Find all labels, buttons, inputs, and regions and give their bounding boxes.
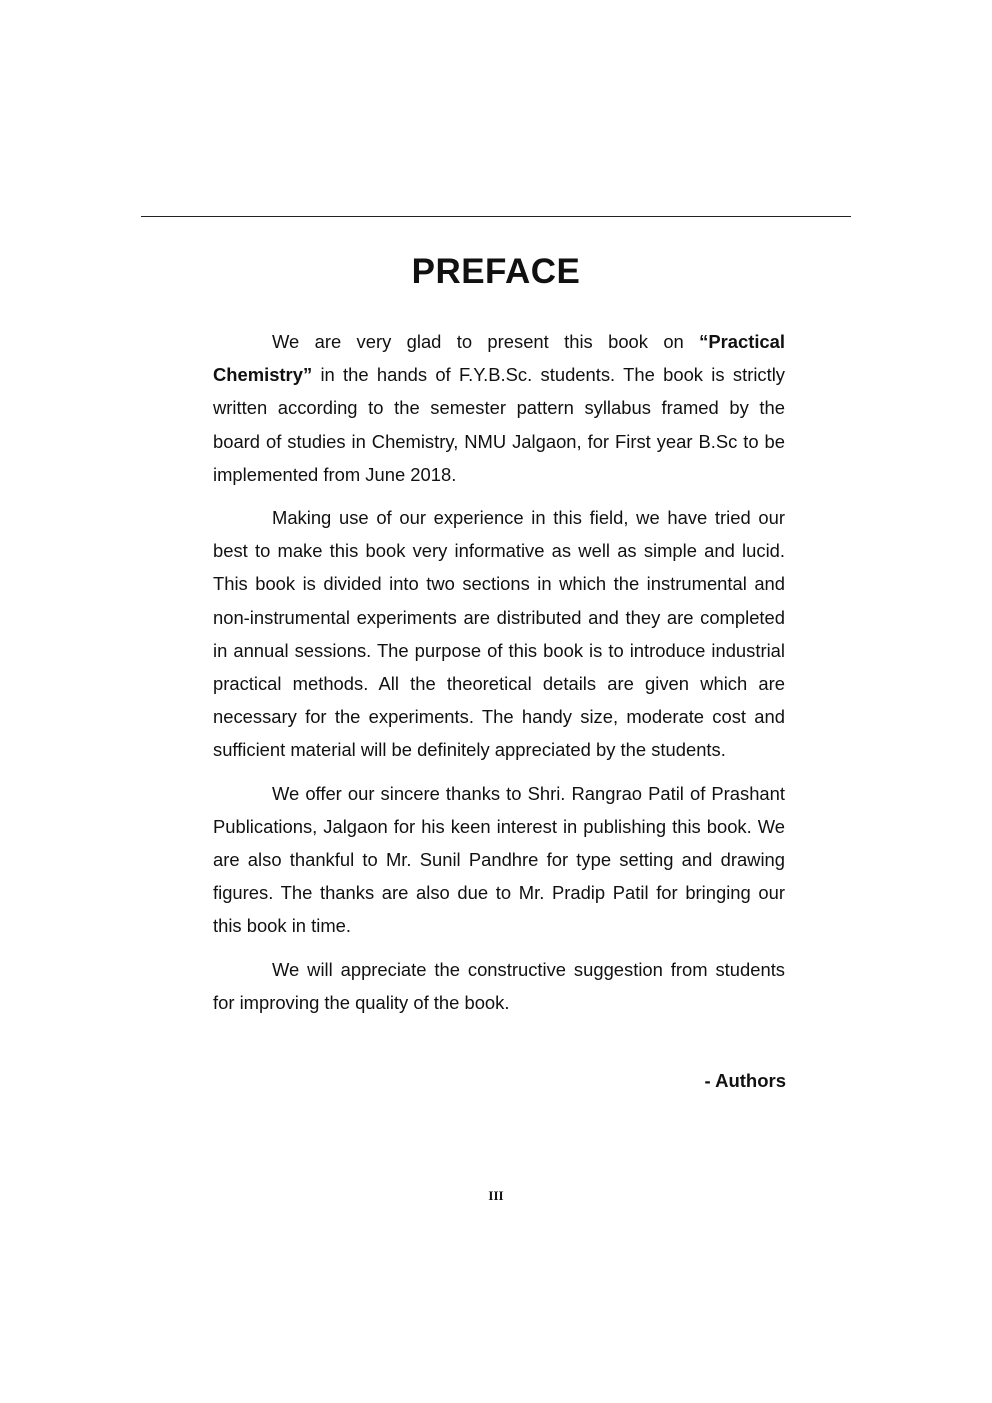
header-rule [141,216,851,217]
paragraph-intro [213,325,785,491]
paragraph-thanks: We offer our sincere thanks to Shri. Rangrao Patil of Prashant Publications, Jalgaon for his keen interest in publishing this book. We are also thankful to Mr. Sunil Pandhre for type setting and drawing figures. The thanks are also due to Mr. Pradip Patil for bringing our this book in time. [213,782,785,937]
paragraph-suggestions: We will appreciate the constructive suggestion from students for improving the quality of the book. [213,958,785,1013]
preface-body [213,325,785,1029]
page-number: III [488,1188,504,1203]
paragraph-experience: Making use of our experience in this field, we have tried our best to make this book very informative as well as simple and lucid. This book is divided into two sections in which the instrumental and non-instrumental experiments are distributed and they are completed in annual sessions. The purpose of this book is to introduce industrial practical methods. All the theoretical details are given which are necessary for the experiments. The handy size, moderate cost and sufficient material will be definitely appreciated by the students. [213,507,785,761]
book-title-emphasis: “Practical Chemistry” [213,331,785,386]
page-title: PREFACE [411,252,581,291]
authors-signature: - Authors [704,1070,786,1091]
paragraph-intro-lead: We are very glad to present this book on [272,331,700,352]
paragraph-intro-rest: in the hands of F.Y.B.Sc. students. The book is strictly written according to the semester pattern syllabus framed by the board of studies in Chemistry, NMU Jalgaon, for First year B.Sc to be implemented from June 2018. [213,364,785,485]
